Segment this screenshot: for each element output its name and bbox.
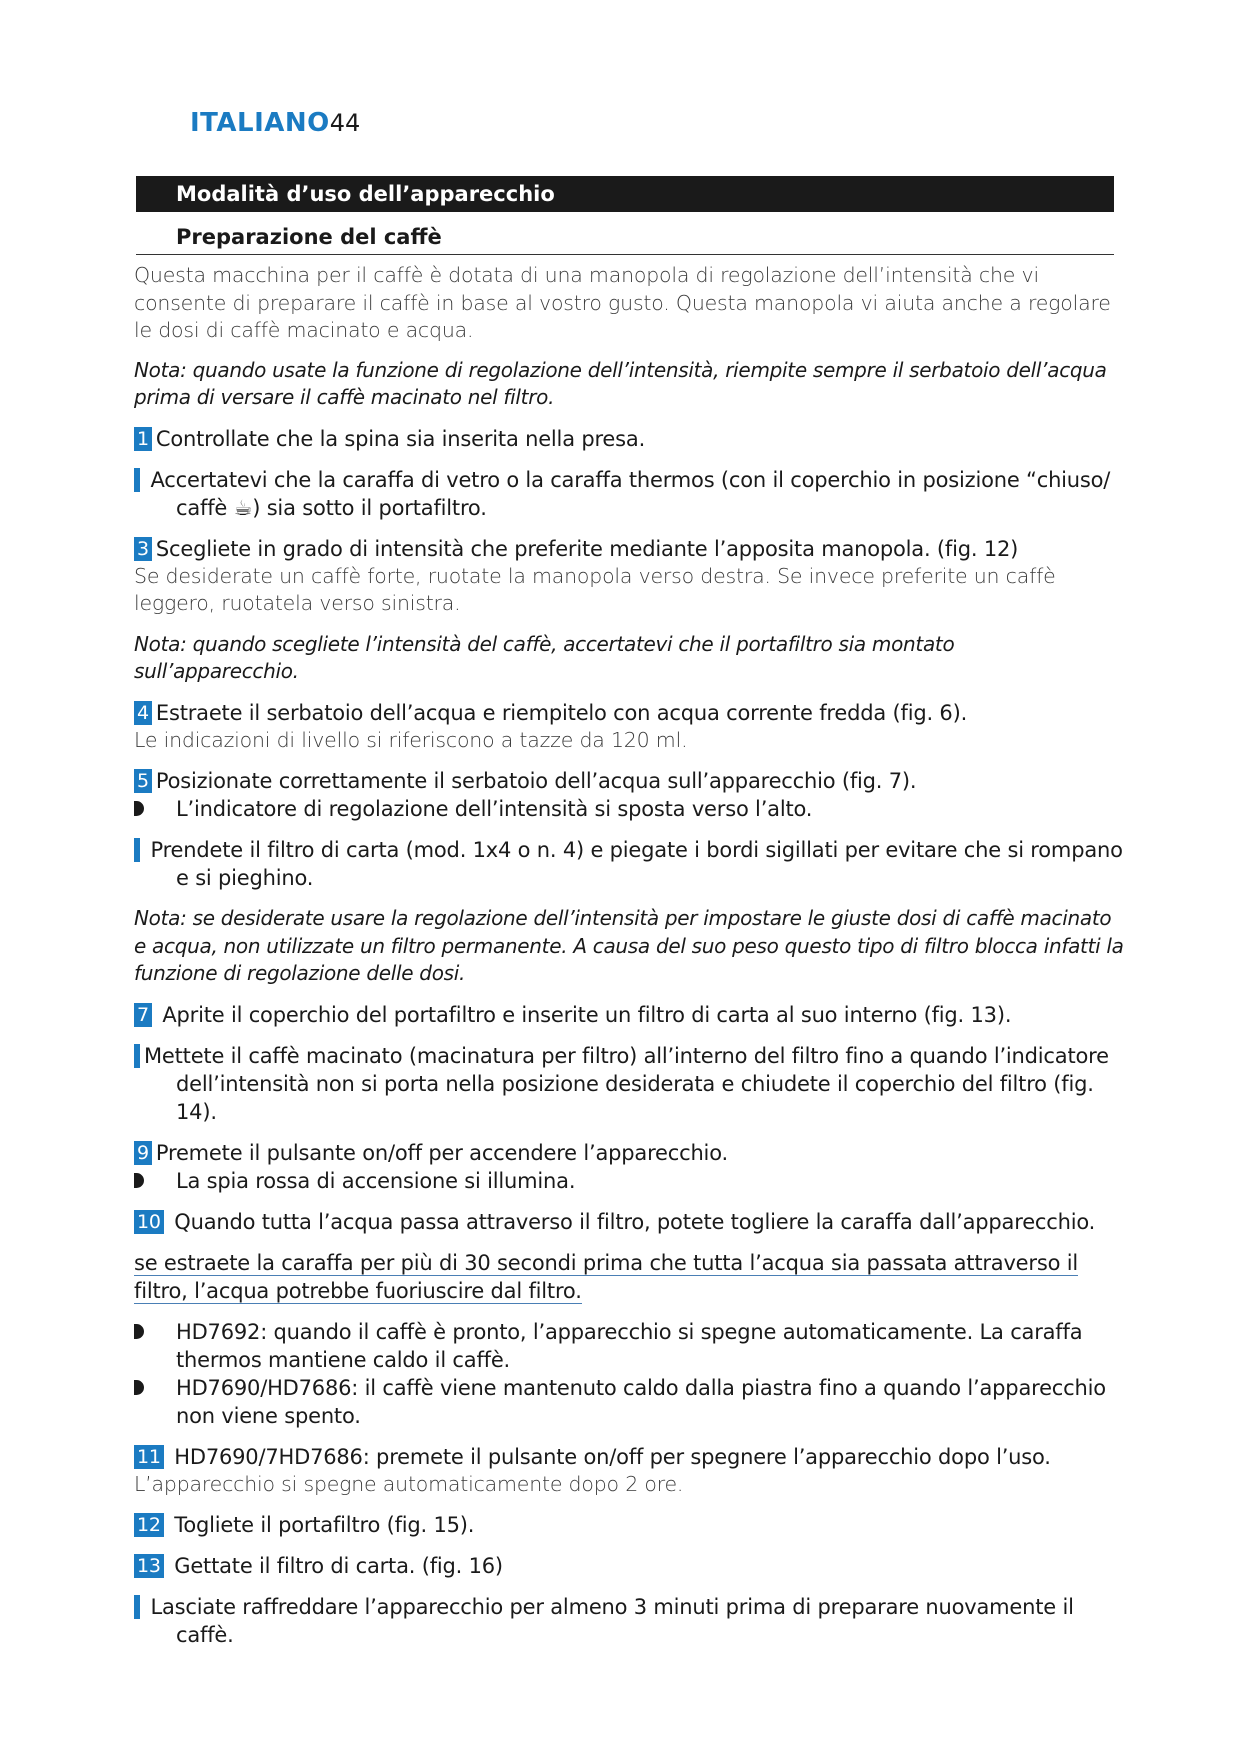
step-number: 4 xyxy=(134,701,152,725)
step-number: 8 xyxy=(134,1044,140,1068)
half-round-bullet-icon xyxy=(134,801,144,816)
step-text: Aprite il coperchio del portafiltro e inserite un filtro di carta al suo interno (fig. 13). xyxy=(162,1002,1012,1027)
step-8 xyxy=(110,1042,1124,1126)
step-12 xyxy=(134,1511,1124,1539)
step-9 xyxy=(134,1139,1124,1195)
step-detail: Se desiderate un caffè forte, ruotate la manopola verso destra. Se invece preferite un caffè leggero, ruotatela verso sinistra. xyxy=(134,563,1056,615)
step-number: 5 xyxy=(134,769,152,793)
step-text: Scegliete in grado di intensità che preferite mediante l’apposita manopola. (fig. 12) xyxy=(155,536,1019,561)
half-round-bullet-icon xyxy=(134,1380,144,1395)
step-4 xyxy=(134,699,1124,755)
step-number: 13 xyxy=(134,1554,164,1578)
step-text: Estraete il serbatoio dell’acqua e riempitelo con acqua corrente fredda (fig. 6). xyxy=(155,700,968,725)
step-text: Togliete il portafiltro (fig. 15). xyxy=(174,1513,475,1537)
note-permanent-filter: Nota: se desiderate usare la regolazione dell’intensità per impostare le giuste dosi di caffè macinato e acqua, non utilizzate un filtro permanente. A causa del suo peso questo tipo di filtro blocca infatti la funzione di regolazione delle dosi. xyxy=(134,906,1124,985)
step-number: 14 xyxy=(134,1595,140,1619)
content xyxy=(104,262,1124,1662)
step-number: 12 xyxy=(134,1513,164,1537)
step-14 xyxy=(104,1593,1124,1649)
step-13 xyxy=(134,1552,1124,1580)
step-5 xyxy=(134,767,1124,823)
intro-paragraph: Questa macchina per il caffè è dotata di una manopola di regolazione dell’intensità che vi consente di preparare il caffè in base al vostro gusto. Questa manopola vi aiuta anche a regolare le dosi di caffè macinato e acqua. xyxy=(134,263,1111,342)
note-portafilter: Nota: quando scegliete l’intensità del caffè, accertatevi che il portafiltro sia montato sull’apparecchio. xyxy=(134,631,955,683)
language-label: ITALIANO xyxy=(190,108,330,138)
step-number: 1 xyxy=(134,427,152,451)
step-number: 3 xyxy=(134,537,152,561)
step-10 xyxy=(134,1208,1124,1236)
result-bullet: L’indicatore di regolazione dell’intensità si sposta verso l’alto. xyxy=(134,795,1124,823)
step-7 xyxy=(134,1001,1124,1029)
step-number: 11 xyxy=(134,1445,164,1469)
step-detail: L’apparecchio si spegne automaticamente dopo 2 ore. xyxy=(134,1471,684,1496)
half-round-bullet-icon xyxy=(134,1324,144,1339)
model-bullets xyxy=(134,1318,1124,1430)
step-number: 9 xyxy=(134,1141,152,1165)
step-text: HD7690/7HD7686: premete il pulsante on/off per spegnere l’apparecchio dopo l’uso. xyxy=(174,1444,1051,1469)
step-number: 6 xyxy=(134,838,140,862)
step-6 xyxy=(110,836,1124,892)
step-text: Posizionate correttamente il serbatoio dell’acqua sull’apparecchio (fig. 7). xyxy=(155,769,917,793)
step-number: 2 xyxy=(134,468,140,492)
result-bullet: La spia rossa di accensione si illumina. xyxy=(134,1167,1124,1195)
model-bullet: HD7690/HD7686: il caffè viene mantenuto caldo dalla piastra fino a quando l’apparecchio non viene spento. xyxy=(134,1374,1124,1430)
step-text: Gettate il filtro di carta. (fig. 16) xyxy=(174,1554,503,1578)
note-intensity: Nota: quando usate la funzione di regolazione dell’intensità, riempite sempre il serbatoio dell’acqua prima di versare il caffè macinato nel filtro. xyxy=(134,357,1107,409)
section-title: Modalità d’uso dell’apparecchio xyxy=(136,176,1114,212)
warning-text: se estraete la caraffa per più di 30 secondi prima che tutta l’acqua sia passata attraverso il filtro, l’acqua potrebbe fuoriuscire dal filtro. xyxy=(134,1250,1078,1303)
step-2 xyxy=(110,466,1124,522)
step-text: Accertatevi che la caraffa di vetro o la caraffa thermos (con il coperchio in posizione “chiuso/ caffè ☕) sia sotto il portafiltro. xyxy=(150,467,1111,520)
step-text: Premete il pulsante on/off per accendere l’apparecchio. xyxy=(155,1140,728,1165)
step-text: Mettete il caffè macinato (macinatura per filtro) all’interno del filtro fino a quando l’indicatore dell’intensità non si porta nella posizione desiderata e chiudete il coperchio del filtro (fig. 14). xyxy=(144,1043,1109,1124)
half-round-bullet-icon xyxy=(134,1173,144,1188)
step-number: 7 xyxy=(134,1003,152,1027)
step-11 xyxy=(134,1443,1124,1499)
step-number: 10 xyxy=(134,1210,164,1234)
step-detail: Le indicazioni di livello si riferiscono a tazze da 120 ml. xyxy=(134,727,688,752)
step-text: Controllate che la spina sia inserita nella presa. xyxy=(155,426,646,451)
step-1 xyxy=(134,425,1124,453)
step-text: Prendete il filtro di carta (mod. 1x4 o n. 4) e piegate i bordi sigillati per evitare che si rompano e si pieghino. xyxy=(150,838,1123,890)
step-text: Quando tutta l’acqua passa attraverso il filtro, potete togliere la caraffa dall’apparecchio. xyxy=(174,1209,1096,1234)
page-number: 44 xyxy=(329,109,361,137)
step-3 xyxy=(134,535,1124,618)
page-header xyxy=(190,108,360,138)
step-text: Lasciate raffreddare l’apparecchio per almeno 3 minuti prima di preparare nuovamente il caffè. xyxy=(150,1595,1074,1647)
model-bullet: HD7692: quando il caffè è pronto, l’apparecchio si spegne automaticamente. La caraffa thermos mantiene caldo il caffè. xyxy=(134,1318,1124,1374)
subsection-title: Preparazione del caffè xyxy=(136,219,1114,255)
